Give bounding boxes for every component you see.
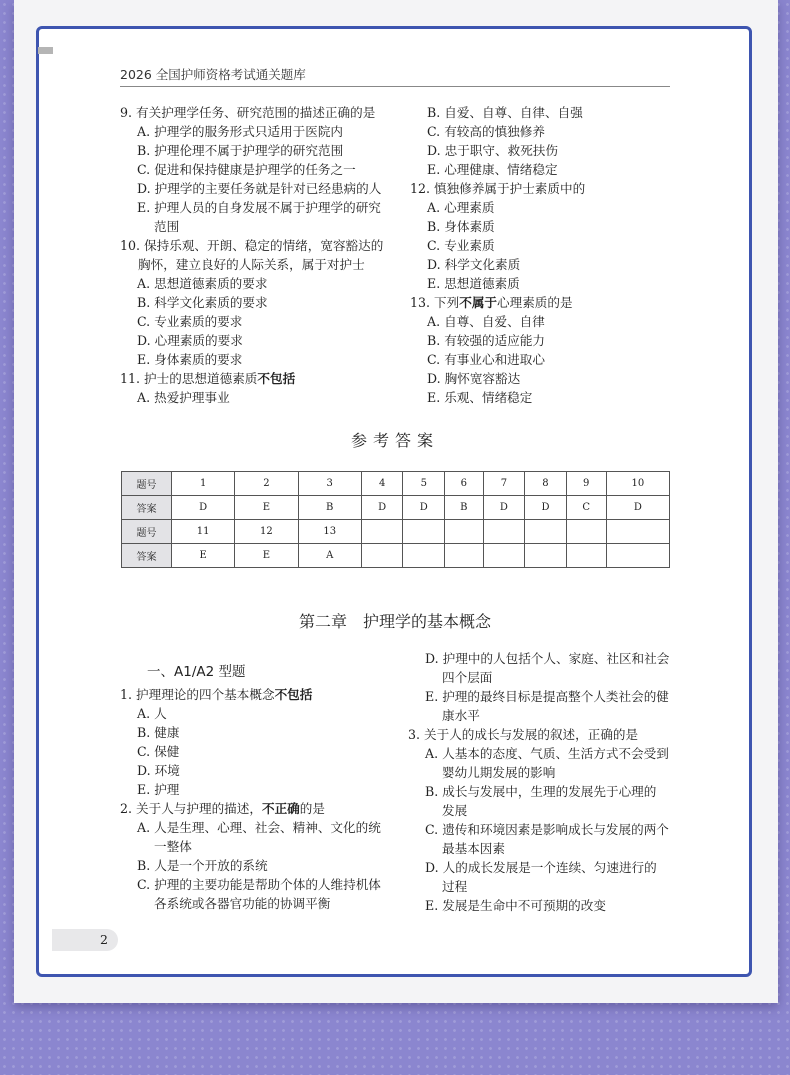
answer-table-cell: E <box>235 544 298 568</box>
answer-option: E. 护理 <box>137 782 180 797</box>
answer-option: A. 人 <box>137 706 167 721</box>
answer-table-cell: 7 <box>483 472 525 496</box>
answer-table-cell: 9 <box>566 472 606 496</box>
answer-table-cell: E <box>172 544 235 568</box>
answer-key-title: 参考答案 <box>350 431 439 450</box>
answer-option: D. 科学文化素质 <box>427 257 521 272</box>
wrapped-line: 各系统或各器官功能的协调平衡 <box>154 896 331 911</box>
answer-option: B. 健康 <box>137 725 180 740</box>
answer-table-cell <box>445 520 484 544</box>
answer-table-cell: 3 <box>298 472 361 496</box>
answer-table-row <box>122 472 670 496</box>
answer-option: B. 科学文化素质的要求 <box>137 295 268 310</box>
bottom-left-column <box>120 685 395 913</box>
answer-table-cell <box>361 520 403 544</box>
answer-option: A. 护理学的服务形式只适用于医院内 <box>137 124 344 139</box>
answer-option: C. 遗传和环境因素是影响成长与发展的两个 <box>425 822 669 837</box>
answer-table-cell: A <box>298 544 361 568</box>
page-number-tab <box>52 929 118 951</box>
answer-table-cell: D <box>361 496 403 520</box>
wrapped-line: 最基本因素 <box>442 841 505 856</box>
answer-option: C. 护理的主要功能是帮助个体的人维持机体 <box>137 877 381 892</box>
answer-table-cell <box>361 544 403 568</box>
answer-option: E. 乐观、情绪稳定 <box>427 390 533 405</box>
answer-option: E. 护理的最终目标是提高整个人类社会的健 <box>425 689 669 704</box>
answer-table-cell <box>483 520 525 544</box>
answer-option: C. 促进和保持健康是护理学的任务之一 <box>137 162 356 177</box>
answer-table-cell: B <box>445 496 484 520</box>
answer-table-cell: 2 <box>235 472 298 496</box>
answer-table-cell: 10 <box>606 472 669 496</box>
page-number: 2 <box>100 932 108 947</box>
answer-table-cell <box>525 520 567 544</box>
answer-table-cell: 12 <box>235 520 298 544</box>
emphasis-text: 不正确 <box>261 801 300 816</box>
top-right-column <box>410 103 675 407</box>
question-stem: 10. 保持乐观、开朗、稳定的情绪，宽容豁达的 <box>120 238 384 253</box>
answer-option: E. 思想道德素质 <box>427 276 520 291</box>
answer-table-row-header: 题号 <box>122 520 172 544</box>
answer-table-cell <box>403 544 445 568</box>
answer-table-cell <box>483 544 525 568</box>
question-stem: 13. 下列不属于心理素质的是 <box>410 295 573 310</box>
answer-table-cell <box>403 520 445 544</box>
wrapped-line: 一整体 <box>154 839 192 854</box>
wrapped-line: 发展 <box>442 803 468 818</box>
bottom-right-column <box>408 649 676 915</box>
answer-option: A. 思想道德素质的要求 <box>137 276 268 291</box>
header-rule <box>120 86 670 87</box>
answer-table-cell: D <box>483 496 525 520</box>
wrapped-line: 婴幼儿期发展的影响 <box>442 765 556 780</box>
answer-option: C. 有事业心和进取心 <box>427 352 545 367</box>
answer-table-cell: 5 <box>403 472 445 496</box>
answer-option: D. 心理素质的要求 <box>137 333 243 348</box>
answer-table-cell: D <box>403 496 445 520</box>
answer-option: A. 人基本的态度、气质、生活方式不会受到 <box>425 746 669 761</box>
question-stem: 11. 护士的思想道德素质不包括 <box>120 371 296 386</box>
answer-table-cell: 4 <box>361 472 403 496</box>
answer-option: E. 心理健康、情绪稳定 <box>427 162 558 177</box>
answer-option: C. 有较高的慎独修养 <box>427 124 545 139</box>
question-stem: 2. 关于人与护理的描述，不正确的是 <box>120 801 325 816</box>
answer-table-cell <box>606 544 669 568</box>
answer-option: C. 保健 <box>137 744 180 759</box>
top-left-column <box>120 103 395 407</box>
answer-table-row-header: 答案 <box>122 496 172 520</box>
answer-table-cell: D <box>525 496 567 520</box>
wrapped-line: 过程 <box>442 879 468 894</box>
answer-table-cell: 8 <box>525 472 567 496</box>
corner-tab-decoration <box>38 47 53 54</box>
answer-option: D. 人的成长发展是一个连续、匀速进行的 <box>425 860 657 875</box>
answer-table-row <box>122 520 670 544</box>
answer-table-cell <box>606 520 669 544</box>
answer-option: B. 自爱、自尊、自律、自强 <box>427 105 583 120</box>
section-title: 一、A1/A2 型题 <box>147 664 246 680</box>
book-title: 2026 全国护师资格考试通关题库 <box>120 67 306 82</box>
answer-option: C. 专业素质的要求 <box>137 314 243 329</box>
emphasis-text: 不属于 <box>459 295 498 310</box>
answer-table-cell <box>525 544 567 568</box>
answer-table-cell: C <box>566 496 606 520</box>
answer-table-cell <box>445 544 484 568</box>
answer-table-row <box>122 496 670 520</box>
answer-option: E. 护理人员的自身发展不属于护理学的研究 <box>137 200 381 215</box>
answer-table-row-header: 题号 <box>122 472 172 496</box>
answer-option: C. 专业素质 <box>427 238 495 253</box>
answer-table-cell: B <box>298 496 361 520</box>
answer-option: E. 身体素质的要求 <box>137 352 243 367</box>
answer-option: B. 人是一个开放的系统 <box>137 858 268 873</box>
answer-table-cell: 13 <box>298 520 361 544</box>
answer-option: B. 护理伦理不属于护理学的研究范围 <box>137 143 344 158</box>
answer-option: D. 环境 <box>137 763 180 778</box>
answer-option: D. 胸怀宽容豁达 <box>427 371 521 386</box>
answer-key-table <box>121 471 670 568</box>
answer-option: B. 成长与发展中，生理的发展先于心理的 <box>425 784 657 799</box>
answer-table-cell: 11 <box>172 520 235 544</box>
answer-option: A. 人是生理、心理、社会、精神、文化的统 <box>137 820 381 835</box>
chapter-title: 第二章 护理学的基本概念 <box>298 612 491 631</box>
answer-table-cell: 6 <box>445 472 484 496</box>
wrapped-line: 范围 <box>154 219 180 234</box>
answer-option: B. 身体素质 <box>427 219 495 234</box>
question-stem: 1. 护理理论的四个基本概念不包括 <box>120 687 313 702</box>
emphasis-text: 不包括 <box>274 687 313 702</box>
wrapped-line: 胸怀，建立良好的人际关系，属于对护士 <box>138 257 365 272</box>
answer-table-row-header: 答案 <box>122 544 172 568</box>
answer-option: D. 护理学的主要任务就是针对已经患病的人 <box>137 181 382 196</box>
emphasis-text: 不包括 <box>257 371 296 386</box>
answer-table-cell: D <box>172 496 235 520</box>
answer-table-cell <box>566 544 606 568</box>
answer-option: D. 护理中的人包括个人、家庭、社区和社会 <box>425 651 670 666</box>
answer-option: B. 有较强的适应能力 <box>427 333 546 348</box>
answer-option: A. 心理素质 <box>427 200 495 215</box>
wrapped-line: 康水平 <box>442 708 480 723</box>
answer-option: E. 发展是生命中不可预期的改变 <box>425 898 606 913</box>
answer-table-cell: E <box>235 496 298 520</box>
answer-table-cell <box>566 520 606 544</box>
answer-table-row <box>122 544 670 568</box>
answer-option: A. 热爱护理事业 <box>137 390 230 405</box>
question-stem: 3. 关于人的成长与发展的叙述，正确的是 <box>408 727 639 742</box>
question-stem: 12. 慎独修养属于护士素质中的 <box>410 181 586 196</box>
answer-option: A. 自尊、自爱、自律 <box>427 314 545 329</box>
wrapped-line: 四个层面 <box>442 670 493 685</box>
question-stem: 9. 有关护理学任务、研究范围的描述正确的是 <box>120 105 376 120</box>
answer-option: D. 忠于职守、救死扶伤 <box>427 143 558 158</box>
answer-table-cell: 1 <box>172 472 235 496</box>
answer-table-cell: D <box>606 496 669 520</box>
